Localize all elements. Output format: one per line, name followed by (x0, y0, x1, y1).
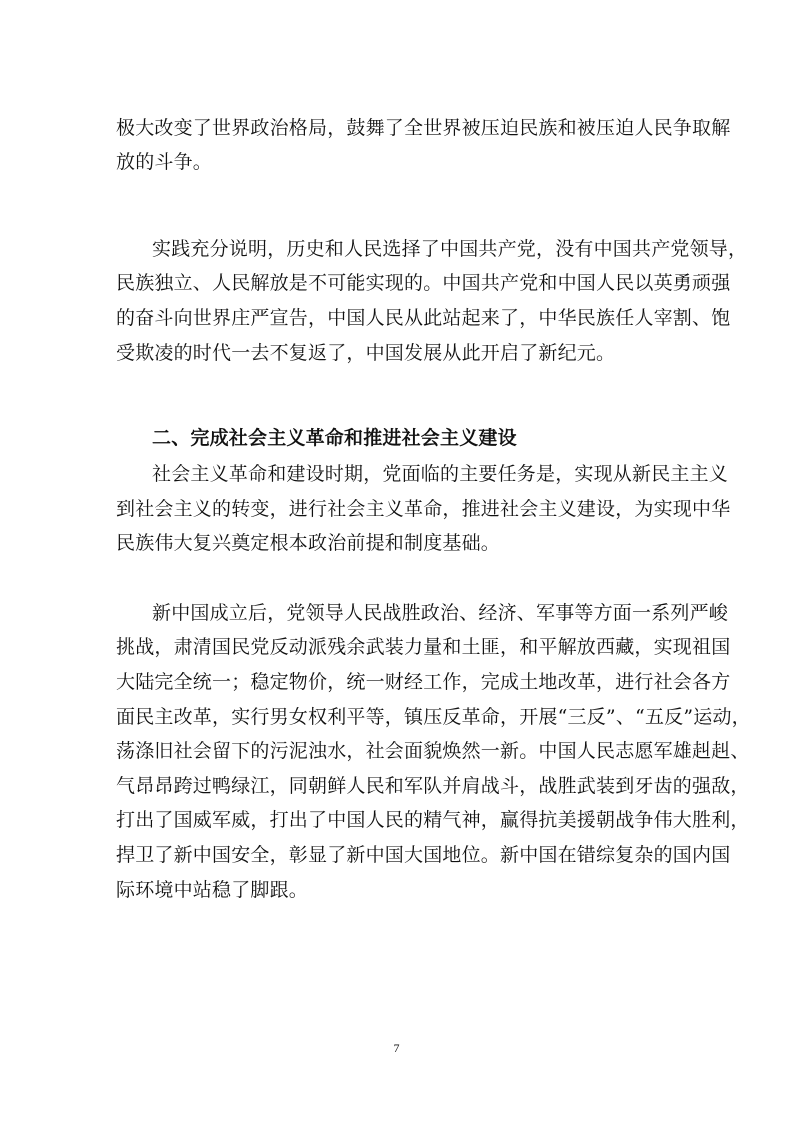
paragraph-line: 到社会主义的转变，进行社会主义革命，推进社会主义建设，为实现中华 (116, 498, 731, 520)
paragraph-line: 民族独立、人民解放是不可能实现的。中国共产党和中国人民以英勇顽强 (116, 272, 731, 294)
paragraph-line: 的奋斗向世界庄严宣告，中国人民从此站起来了，中华民族任人宰割、饱 (116, 307, 731, 329)
paragraph-line: 社会主义革命和建设时期，党面临的主要任务是，实现从新民主主义 (152, 463, 729, 485)
paragraph-line: 实践充分说明，历史和人民选择了中国共产党，没有中国共产党领导， (152, 238, 748, 260)
paragraph-line: 捍卫了新中国安全，彰显了新中国大国地位。新中国在错综复杂的国内国 (116, 844, 731, 866)
paragraph-line: 气昂昂跨过鸭绿江，同朝鲜人民和军队并肩战斗，战胜武装到牙齿的强敌， (116, 775, 750, 797)
section-heading: 二、完成社会主义革命和推进社会主义建设 (152, 427, 517, 449)
paragraph-line: 受欺凌的时代一去不复返了，中国发展从此开启了新纪元。 (116, 342, 616, 364)
paragraph-line: 放的斗争。 (116, 151, 213, 173)
paragraph-line: 面民主改革，实行男女权利平等，镇压反革命，开展“三反”、“五反”运动， (116, 706, 751, 728)
page-number: 7 (393, 1041, 400, 1055)
paragraph-line: 新中国成立后，党领导人民战胜政治、经济、军事等方面一系列严峻 (152, 602, 729, 624)
paragraph-line: 打出了国威军威，打出了中国人民的精气神，赢得抗美援朝战争伟大胜利， (116, 809, 750, 831)
paragraph-line: 际环境中站稳了脚跟。 (116, 879, 309, 901)
paragraph-line: 民族伟大复兴奠定根本政治前提和制度基础。 (116, 532, 501, 554)
paragraph-line: 荡涤旧社会留下的污泥浊水，社会面貌焕然一新。中国人民志愿军雄赳赳、 (116, 740, 750, 762)
paragraph-line: 大陆完全统一；稳定物价，统一财经工作，完成土地改革，进行社会各方 (116, 671, 731, 693)
paragraph-line: 极大改变了世界政治格局，鼓舞了全世界被压迫民族和被压迫人民争取解 (116, 117, 731, 139)
paragraph-line: 挑战，肃清国民党反动派残余武装力量和土匪，和平解放西藏，实现祖国 (116, 636, 731, 658)
